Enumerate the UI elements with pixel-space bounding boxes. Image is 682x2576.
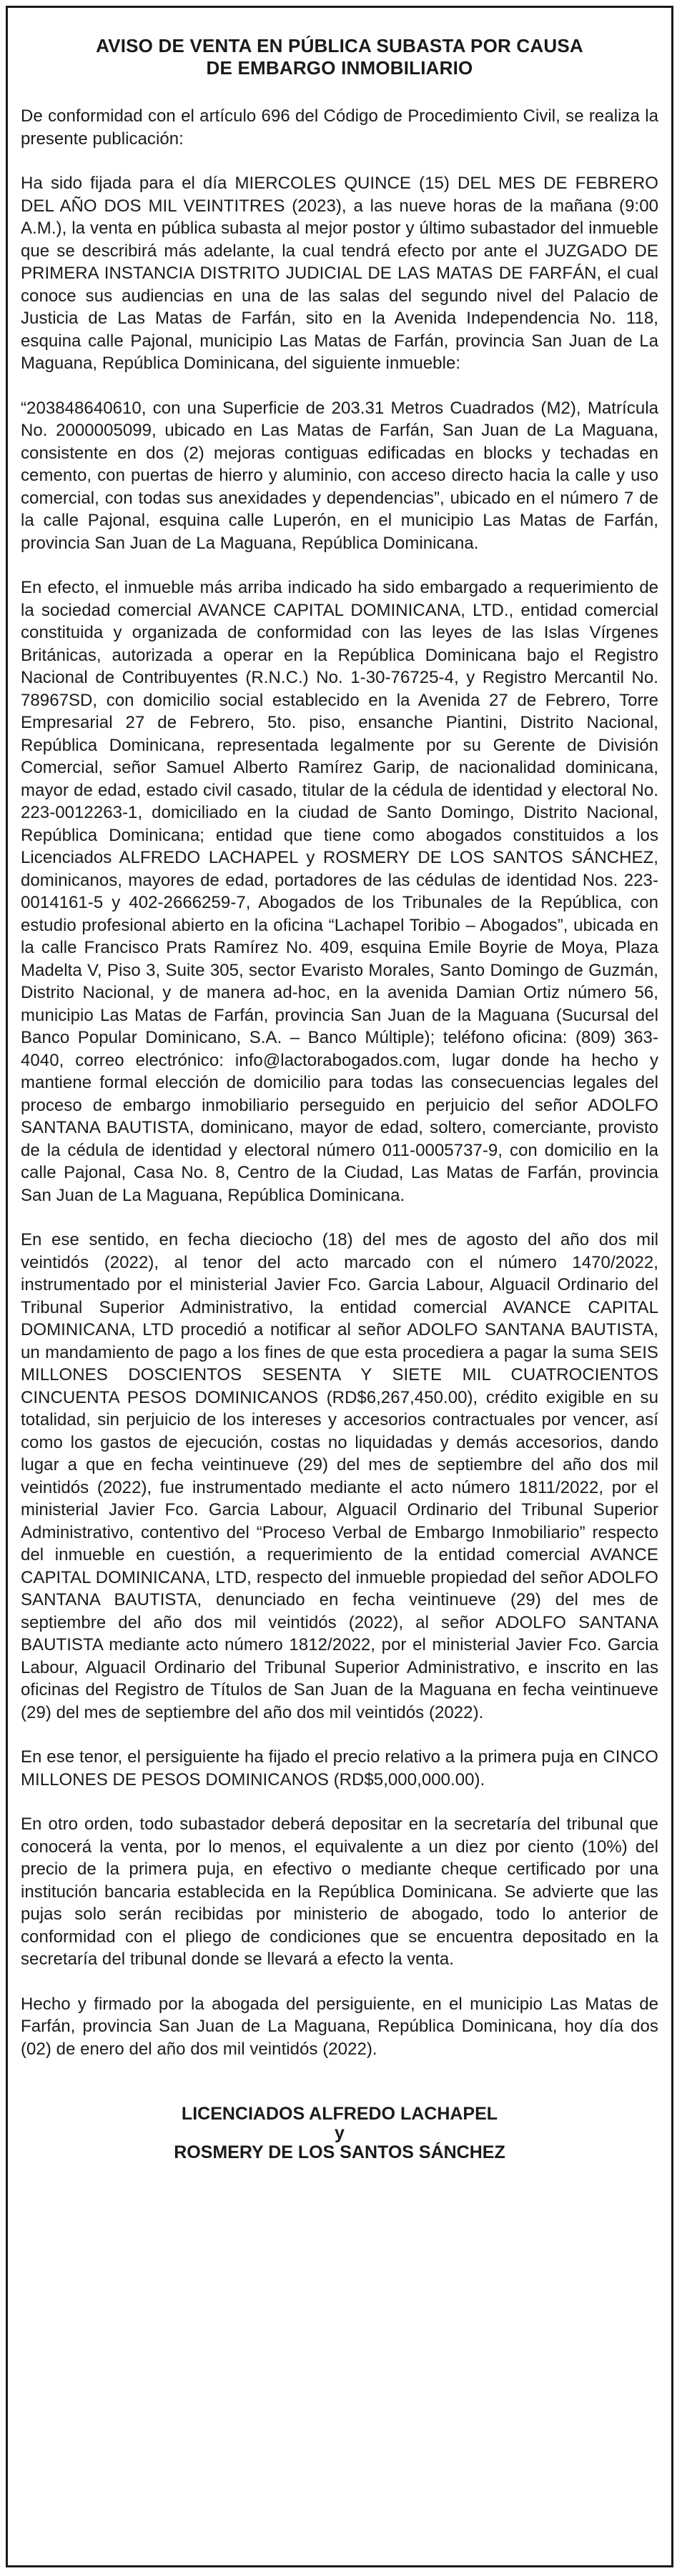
payment-order-paragraph: En ese sentido, en fecha dieciocho (18) del mes de agosto del año dos mil veintidós (2022), al tenor del acto marcado con el número 1470/2022, instrumentado por el ministerial Javier Fco. Garcia Labour, Alguacil Ordinario del Tribunal Superior Administrativo, la entidad comercial AVANCE CAPITAL DOMINICANA, LTD procedió a notificar al señor ADOLFO SANTANA BAUTISTA, un mandamiento de pago a los fines de que esta procediera a pagar la suma SEIS MILLONES DOSCIENTOS SESENTA Y SIETE MIL CUATROCIENTOS CINCUENTA PESOS DOMINICANOS (RD$6,267,450.00), crédito exigible en su totalidad, sin perjuicio de los intereses y accesorios contractuales por vencer, así como los gastos de ejecución, costas no liquidadas y demás accesorios, dando lugar a que en fecha veintinueve (29) del mes de septiembre del año dos mil veintidós (2022), fue instrumentado mediante el acto número 1811/2022, por el ministerial Javier Fco. Garcia Labour, Alguacil Ordinario del Tribunal Superior Administrativo, contentivo del “Proceso Verbal de Embargo Inmobiliario” respecto del inmueble en cuestión, a requerimiento de la entidad comercial AVANCE CAPITAL DOMINICANA, LTD, respecto del inmueble propiedad del señor ADOLFO SANTANA BAUTISTA, denunciado en fecha veintinueve (29) del mes de septiembre del año dos mil veintidós (2022), al señor ADOLFO SANTANA BAUTISTA mediante acto número 1812/2022, por el ministerial Javier Fco. Garcia Labour, Alguacil Ordinario del Tribunal Superior Administrativo, e inscrito en las oficinas del Registro de Títulos de San Juan de la Maguana en fecha veintinueve (29) del mes de septiembre del año dos mil veintidós (2022). — [21, 1230, 658, 1722]
first-bid-price-paragraph: En ese tenor, el persiguiente ha fijado el precio relativo a la primera puja en CINCO MILLONES DE PESOS DOMINICANOS (RD$5,000,000.00). — [21, 1747, 658, 1789]
notice-title-line-1: AVISO DE VENTA EN PÚBLICA SUBASTA POR CAUSA — [96, 35, 583, 56]
signature-block — [21, 2105, 658, 2162]
signature-line-3: ROSMERY DE LOS SANTOS SÁNCHEZ — [174, 2142, 505, 2162]
signature-line-1: LICENCIADOS ALFREDO LACHAPEL — [181, 2104, 498, 2124]
property-description-paragraph: “203848640610, con una Superficie de 203.31 Metros Cuadrados (M2), Matrícula No. 2000005099, ubicado en Las Matas de Farfán, San Juan de La Maguana, consistente en dos (2) mejoras contiguas edificadas en blocks y techadas en cemento, con puertas de hierro y aluminio, con acceso directo hacia la calle y uso comercial, con todas sus anexidades y dependencias”, ubicado en el número 7 de la calle Pajonal, esquina calle Luperón, en el municipio Las Matas de Farfán, provincia San Juan de La Maguana, República Dominicana. — [21, 398, 658, 553]
intro-paragraph: De conformidad con el artículo 696 del Código de Procedimiento Civil, se realiza la presente publicación: — [21, 106, 658, 149]
auction-date-paragraph: Ha sido fijada para el día MIERCOLES QUINCE (15) DEL MES DE FEBRERO DEL AÑO DOS MIL VEINTITRES (2023), a las nueve horas de la mañana (9:00 A.M.), la venta en pública subasta al mejor postor y último subastador del inmueble que se describirá más adelante, la cual tendrá efecto por ante el JUZGADO DE PRIMERA INSTANCIA DISTRITO JUDICIAL DE LAS MATAS DE FARFÁN, el cual conoce sus audiencias en una de las salas del segundo nivel del Palacio de Justicia de Las Matas de Farfán, sito en la Avenida Independencia No. 118, esquina calle Pajonal, municipio Las Matas de Farfán, provincia San Juan de La Maguana, República Dominicana, del siguiente inmueble: — [21, 174, 658, 373]
legal-notice — [6, 6, 673, 2567]
notice-title-line-2: DE EMBARGO INMOBILIARIO — [206, 57, 473, 79]
deposit-requirements-paragraph: En otro orden, todo subastador deberá depositar en la secretaría del tribunal que conocerá la venta, por lo menos, el equivalente a un diez por ciento (10%) del precio de la primera puja, en efectivo o mediante cheque certificado por una institución bancaria establecida en la República Dominicana. Se advierte que las pujas solo serán recibidas por ministerio de abogado, todo lo anterior de conformidad con el pliego de condiciones que se encuentra depositado en la secretaría del tribunal donde se llevará a efecto la venta. — [21, 1814, 658, 1969]
signature-line-2: y — [335, 2123, 345, 2143]
seizure-details-paragraph: En efecto, el inmueble más arriba indicado ha sido embargado a requerimiento de la sociedad comercial AVANCE CAPITAL DOMINICANA, LTD., entidad comercial constituida y organizada de conformidad con las leyes de las Islas Vírgenes Británicas, autorizada a operar en la República Dominicana bajo el Registro Nacional de Contribuyentes (R.N.C.) No. 1-30-76725-4, y Registro Mercantil No. 78967SD, con domicilio social establecido en la Avenida 27 de Febrero, Torre Empresarial 27 de Febrero, 5to. piso, ensanche Piantini, Distrito Nacional, República Dominicana, representada legalmente por su Gerente de División Comercial, señor Samuel Alberto Ramírez Garip, de nacionalidad dominicana, mayor de edad, estado civil casado, titular de la cédula de identidad y electoral No. 223-0012263-1, domiciliado en la ciudad de Santo Domingo, Distrito Nacional, República Dominicana; entidad que tiene como abogados constituidos a los Licenciados ALFREDO LACHAPEL y ROSMERY DE LOS SANTOS SÁNCHEZ, dominicanos, mayores de edad, portadores de las cédulas de identidad Nos. 223-0014161-5 y 402-2666259-7, Abogados de los Tribunales de la República, con estudio profesional abierto en la oficina “Lachapel Toribio – Abogados”, ubicada en la calle Francisco Prats Ramírez No. 409, esquina Emile Boyrie de Moya, Plaza Madelta V, Piso 3, Suite 305, sector Evaristo Morales, Santo Domingo de Guzmán, Distrito Nacional, y de manera ad-hoc, en la avenida Damian Ortiz número 56, municipio Las Matas de Farfán, provincia San Juan de la Maguana (Sucursal del Banco Popular Dominicano, S.A. – Banco Múltiple); teléfono oficina: (809) 363-4040, correo electrónico: info@lactorabogados.com, lugar donde ha hecho y mantiene formal elección de domicilio para todas las consecuencias legales del proceso de embargo inmobiliario perseguido en perjuicio del señor ADOLFO SANTANA BAUTISTA, dominicano, mayor de edad, soltero, comerciante, provisto de la cédula de identidad y electoral número 011-0005737-9, con domicilio en la calle Pajonal, Casa No. 8, Centro de la Ciudad, Las Matas de Farfán, provincia San Juan de La Maguana, República Dominicana. — [21, 578, 658, 1205]
signed-date-paragraph: Hecho y firmado por la abogada del persiguiente, en el municipio Las Matas de Farfán, provincia San Juan de La Maguana, República Dominicana, hoy día dos (02) de enero del año dos mil veintidós (2022). — [21, 1994, 658, 2059]
notice-title — [21, 35, 658, 79]
